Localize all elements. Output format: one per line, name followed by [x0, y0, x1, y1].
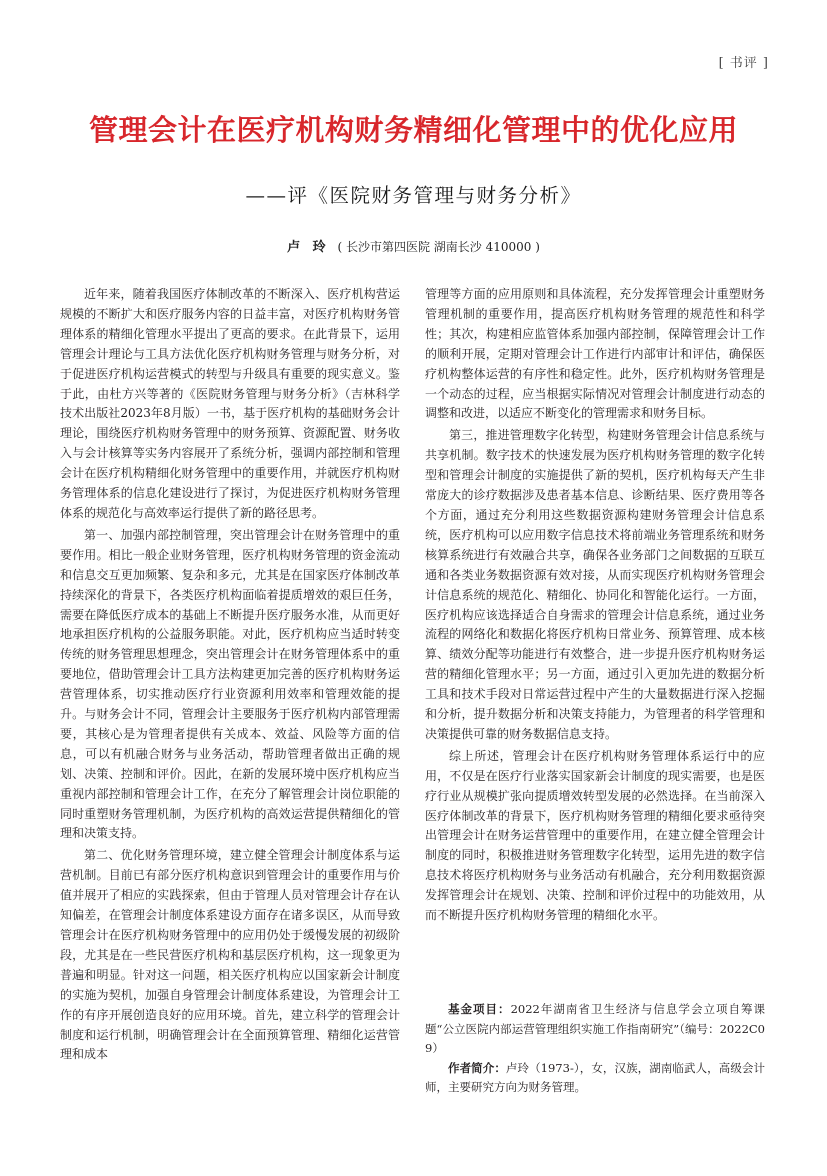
fund-text: 2022年湖南省卫生经济与信息学会立项自筹课题“公立医院内部运营管理组织实施工作指南研究”（编号：2022C09） — [425, 1002, 766, 1055]
paragraph: 近年来，随着我国医疗体制改革的不断深入、医疗机构营运规模的不断扩大和医疗服务内容的日益丰富，对医疗机构财务管理体系的精细化管理水平提出了更高的要求。在此背景下，运用管理会计理论与工具方法优化医疗机构财务管理与财务分析，对于促进医疗机构运营模式的转型与升级具有重要的现实意义。鉴于此，由杜方兴等著的《医院财务管理与财务分析》（吉林科学技术出版社2023年8月版）一书，基于医疗机构的基础财务会计理论，围绕医疗机构财务管理中的财务预算、资源配置、财务收入与会计核算等实务内容展开了系统分析，强调内部控制和管理会计在医疗机构精细化财务管理中的重要作用，并就医疗机构财务管理体系的信息化建设进行了探讨，为促进医疗机构财务管理体系的规范化与高效率运行提供了新的路径思考。 — [60, 287, 400, 520]
article-subtitle: ——评《医院财务管理与财务分析》 — [245, 184, 582, 207]
author-affiliation: ( 长沙市第四医院 湖南长沙 410000 ) — [337, 240, 540, 254]
byline — [0, 236, 827, 255]
body-left-column — [60, 285, 400, 1065]
author-note — [425, 1059, 765, 1098]
fund-note — [425, 1000, 765, 1059]
paragraph: 第一、加强内部控制管理，突出管理会计在财务管理中的重要作用。相比一般企业财务管理，医疗机构财务管理的资金流动和信息交互更加频繁、复杂和多元，尤其是在国家医疗体制改革持续深化的背景下，各类医疗机构面临着提质增效的艰巨任务，需要在降低医疗成本的基础上不断提升医疗服务水准，从而更好地承担医疗机构的公益服务职能。对此，医疗机构应当适时转变传统的财务管理思想理念，突出管理会计在财务管理体系中的重要地位，借助管理会计工具方法构建更加完善的医疗机构财务运营管理体系，切实推动医疗行业资源利用效率和管理效能的提升。与财务会计不同，管理会计主要服务于医疗机构内部管理需要，其核心是为管理者提供有关成本、效益、风险等方面的信息，可以有机融合财务与业务活动，帮助管理者做出正确的规划、决策、控制和评价。因此，在新的发展环境中医疗机构应当重视内部控制和管理会计工作，在充分了解管理会计岗位职能的同时重塑财务管理机制，为医疗机构的高效运营提供精细化的管理和决策支持。 — [60, 527, 400, 841]
fund-label: 基金项目： — [448, 1002, 511, 1016]
footnotes — [425, 1000, 765, 1098]
author-note-text: 卢玲（1973-），女，汉族，湖南临武人，高级会计师，主要研究方向为财务管理。 — [425, 1060, 765, 1094]
paragraph: 综上所述，管理会计在医疗机构财务管理体系运行中的应用，不仅是在医疗行业落实国家新会计制度的现实需要，也是医疗行业从规模扩张向提质增效转型发展的必然选择。在当前深入医疗体制改革的背景下，医疗机构财务管理的精细化要求亟待突出管理会计在财务运营管理中的重要作用，在建立健全管理会计制度的同时，积极推进财务管理数字化转型，运用先进的数字信息技术将医疗机构财务与业务活动有机融合，充分利用数据资源发挥管理会计在规划、决策、控制和评价过程中的功能效用，从而不断提升医疗机构财务管理的精细化水平。 — [425, 748, 765, 923]
author-name: 卢 玲 — [287, 240, 330, 255]
body-right-column — [425, 285, 765, 926]
paragraph: 第三，推进管理数字化转型，构建财务管理会计信息系统与共享机制。数字技术的快速发展为医疗机构财务管理的数字化转型和管理会计制度的实施提供了新的契机，医疗机构每天产生非常庞大的诊疗数据涉及患者基本信息、诊断结果、医疗费用等各个方面，通过充分利用这些数据资源构建财务管理会计信息系统，医疗机构可以应用数字信息技术将前端业务管理系统和财务核算系统进行有效融合共享，确保各业务部门之间数据的互联互通和各类业务数据资源有效对接，从而实现医疗机构财务管理会计信息系统的规范化、精细化、协同化和智能化运行。一方面，医疗机构应该选择适合自身需求的管理会计信息系统，通过业务流程的网络化和数据化将医疗机构日常业务、预算管理、成本核算、绩效分配等功能进行有效整合，进一步提升医疗机构财务运营的精细化管理水平；另一方面，通过引入更加先进的数据分析工具和技术手段对日常运营过程中产生的大量数据进行深入挖掘和分析，提升数据分析和决策支持能力，为管理者的科学管理和决策提供可靠的财务数据信息支持。 — [425, 428, 765, 741]
section-tag: [ 书评 ] — [718, 56, 769, 71]
paragraph: 第二、优化财务管理环境，建立健全管理会计制度体系与运营机制。目前已有部分医疗机构意识到管理会计的重要作用与价值并展开了相应的实践探索，但由于管理人员对管理会计存在认知偏差，在管理会计制度体系建设方面存在诸多误区，从而导致管理会计在医疗机构财务管理中的应用仍处于缓慢发展的初级阶段，尤其是在一些民营医疗机构和基层医疗机构，这一现象更为普遍和明显。针对这一问题，相关医疗机构应以国家新会计制度的实施为契机，加强自身管理会计制度体系建设，为管理会计工作的有序开展创造良好的应用环境。首先，建立科学的管理会计制度和运行机制，明确管理会计在全面预算管理、精细化运营管理和成本 — [60, 848, 400, 1062]
paragraph-continued: 管理等方面的应用原则和具体流程，充分发挥管理会计重塑财务管理机制的重要作用，提高医疗机构财务管理的规范性和科学性；其次，构建相应监管体系加强内部控制，保障管理会计工作的顺利开展，定期对管理会计工作进行内部审计和评估，确保医疗机构整体运营的有序性和稳定性。此外，医疗机构财务管理是一个动态的过程，应当根据实际情况对管理会计制度进行动态的调整和改进，以适应不断变化的管理需求和财务目标。 — [425, 287, 765, 421]
author-note-label: 作者简介： — [448, 1060, 506, 1075]
article-title: 管理会计在医疗机构财务精细化管理中的优化应用 — [88, 113, 738, 147]
